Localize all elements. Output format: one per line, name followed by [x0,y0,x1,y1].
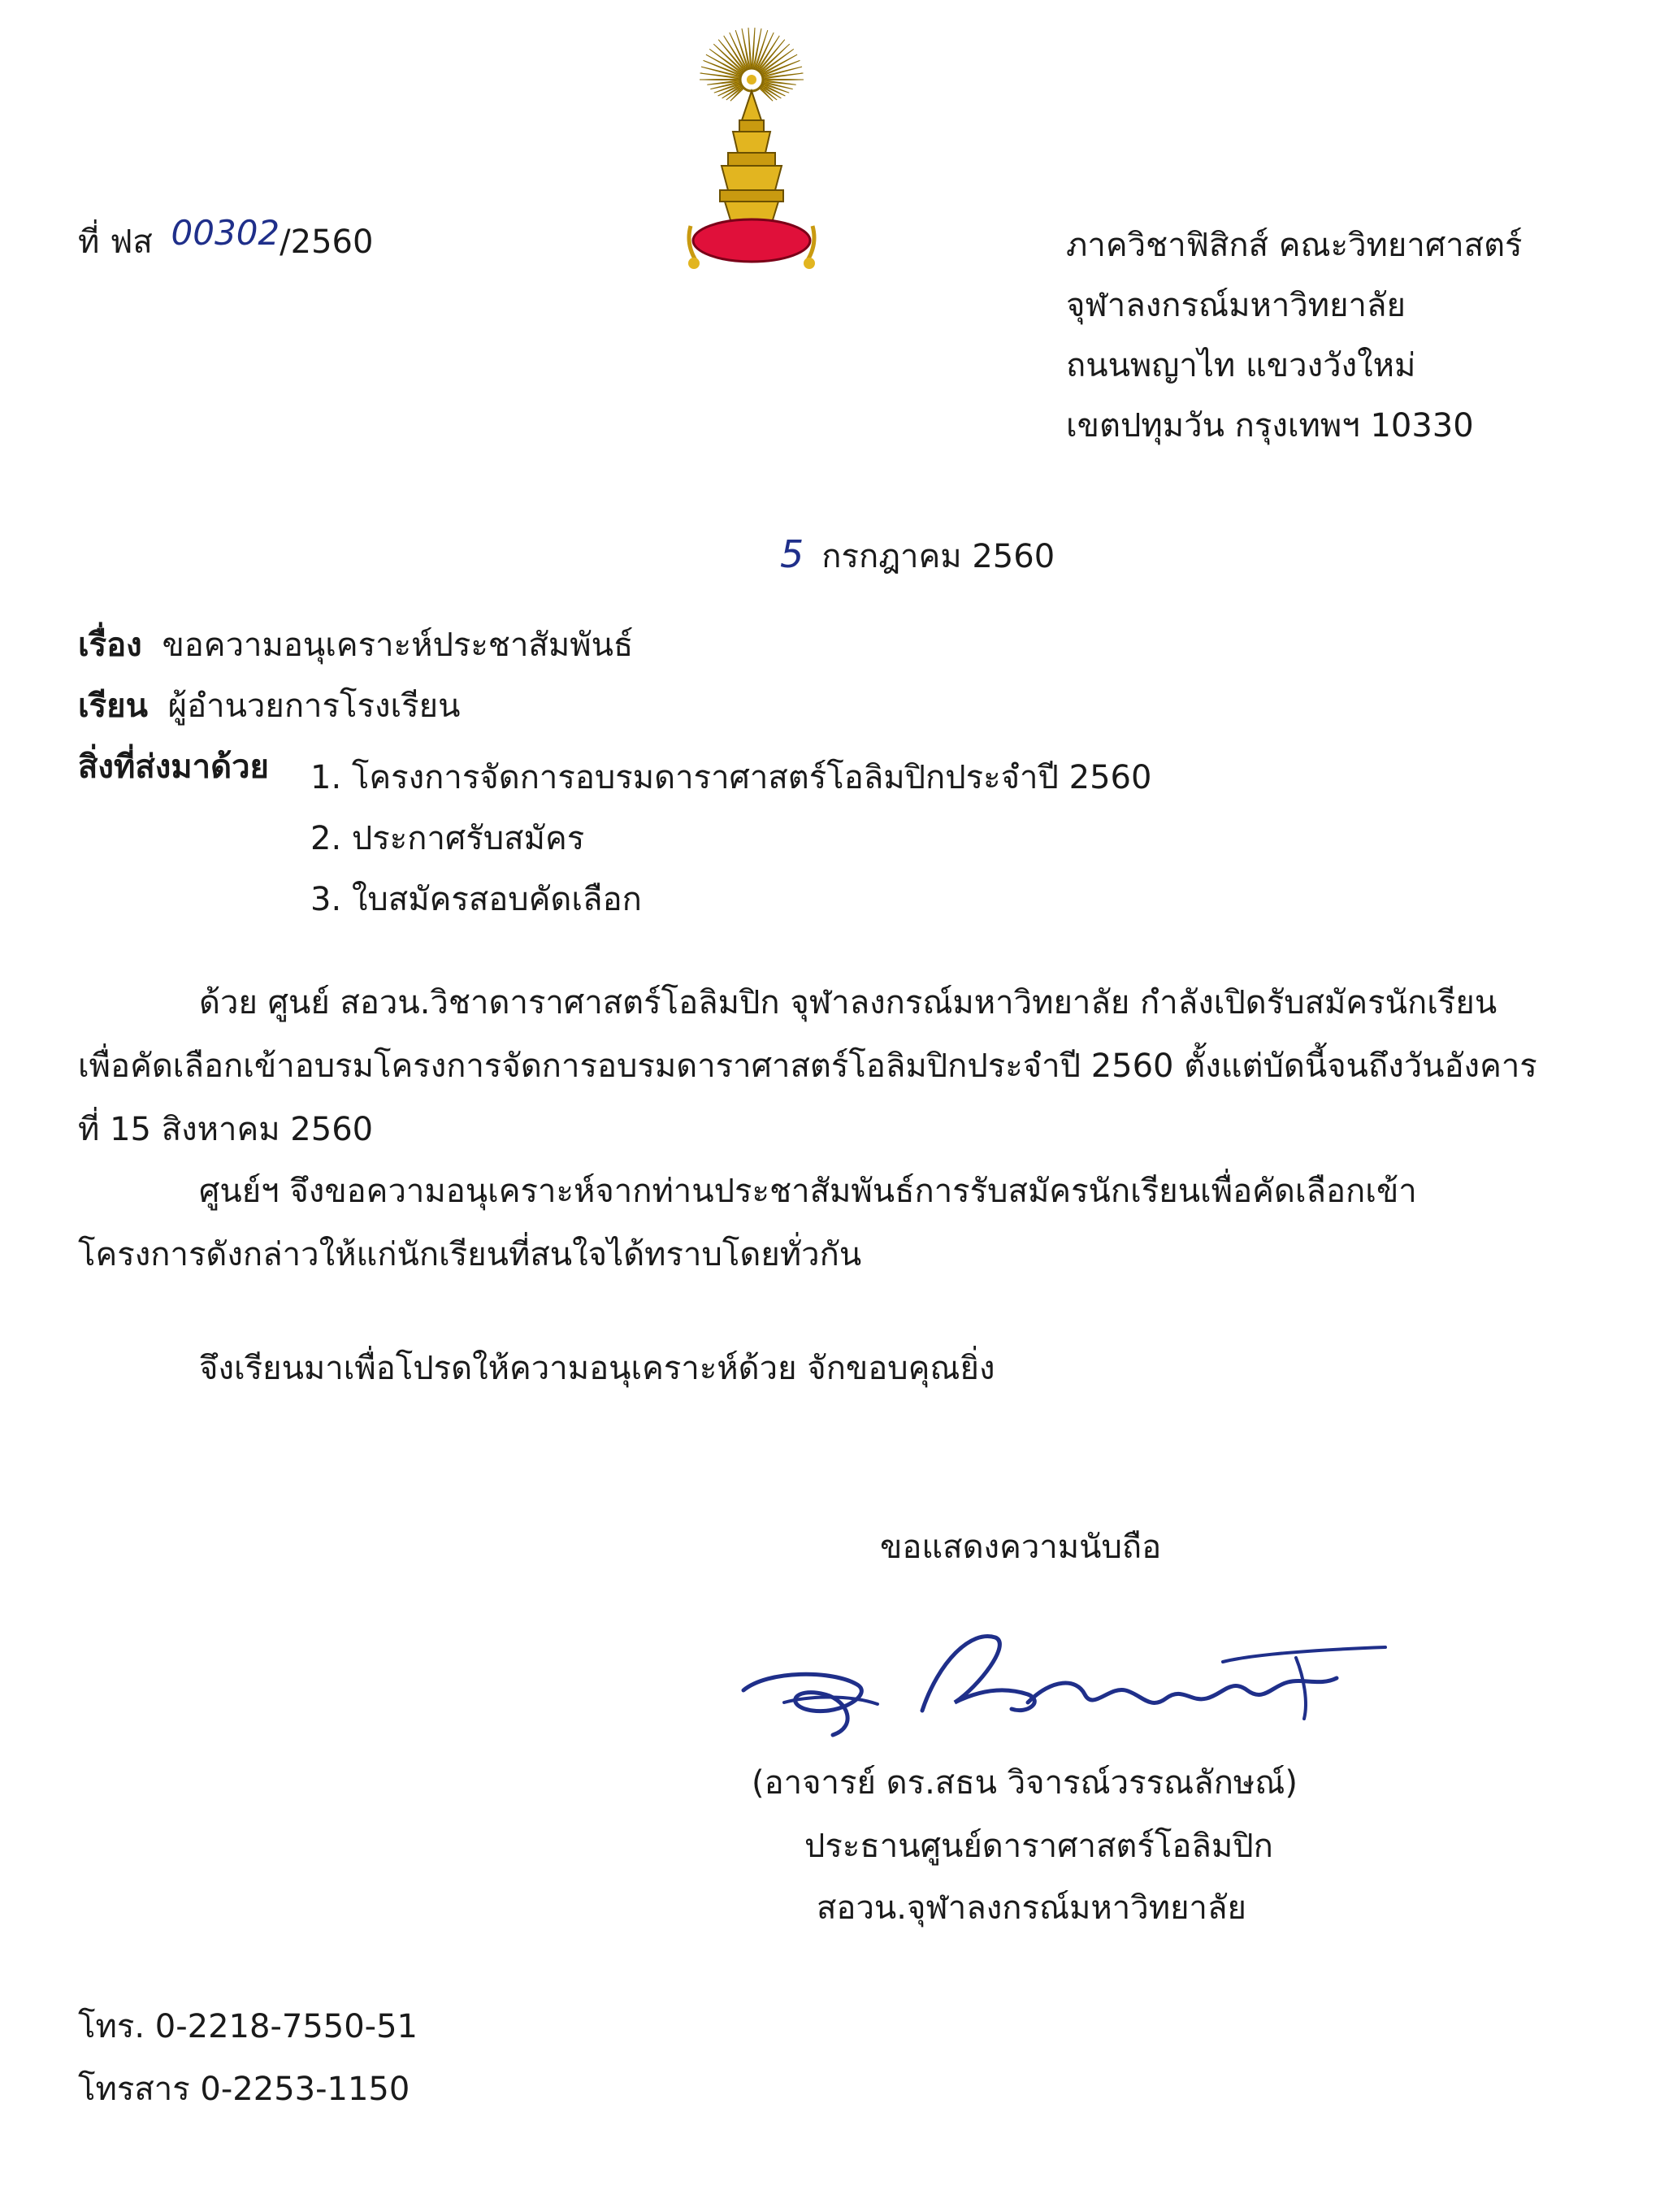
address-line: เขตปทุมวัน กรุงเทพฯ 10330 [1066,407,1474,445]
closing-request: จึงเรียนมาเพื่อโปรดให้ความอนุเคราะห์ด้วย จักขอบคุณยิ่ง [199,1350,995,1387]
emblem-graphic [674,23,829,275]
signatory-position-1: ประธานศูนย์ดาราศาสตร์โอลิมปิก [804,1828,1273,1865]
subject-line [78,626,633,665]
reference-number [78,213,374,262]
reference-year: /2560 [280,223,374,261]
complimentary-close: ขอแสดงความนับถือ [880,1529,1162,1566]
address-line: ภาควิชาฟิสิกส์ คณะวิทยาศาสตร์ [1066,227,1523,264]
sender-address [1066,215,1523,456]
body-p2-line2: โครงการดังกล่าวให้แก่นักเรียนที่สนใจได้ทราบโดยทั่วกัน [78,1236,862,1273]
signatory-position-2: สอวน.จุฬาลงกรณ์มหาวิทยาลัย [817,1889,1246,1927]
body-p1-line2: เพื่อคัดเลือกเข้าอบรมโครงการจัดการอบรมดาราศาสตร์โอลิมปิกประจำปี 2560 ตั้งแต่บัดนี้จนถึงวันอังคาร [78,1047,1537,1085]
emblem-ray [704,79,739,80]
subject-label: เรื่อง [78,627,142,664]
signatory-name: (อาจารย์ ดร.สธน วิจารณ์วรรณลักษณ์) [752,1764,1298,1802]
date-day-handwritten: 5 [780,532,804,576]
reference-handwritten-number: 00302 [171,213,280,253]
body-p1-line3: ที่ 15 สิงหาคม 2560 [78,1111,374,1148]
body-p1-line1: ด้วย ศูนย์ สอวน.วิชาดาราศาสตร์โอลิมปิก จุฬาลงกรณ์มหาวิทยาลัย กำลังเปิดรับสมัครนักเรียน [199,984,1497,1021]
enclosures-label: สิ่งที่ส่งมาด้วย [78,748,269,786]
recipient-text: ผู้อำนวยการโรงเรียน [167,687,461,725]
letter-date [780,532,1055,577]
university-emblem [674,23,829,275]
signature-graphic [735,1613,1410,1751]
enclosures-list [310,748,1151,930]
contact-fax: โทรสาร 0-2253-1150 [78,2071,410,2108]
enclosure-item: 1. โครงการจัดการอบรมดาราศาสตร์โอลิมปิกประจำปี 2560 [310,759,1152,796]
subject-text: ขอความอนุเคราะห์ประชาสัมพันธ์ [162,627,634,664]
body-p2-line1: ศูนย์ฯ จึงขอความอนุเคราะห์จากท่านประชาสัมพันธ์การรับสมัครนักเรียนเพื่อคัดเลือกเข้า [199,1173,1417,1210]
recipient-line [78,687,460,726]
recipient-label: เรียน [78,687,148,725]
enclosure-item: 3. ใบสมัครสอบคัดเลือก [310,881,642,918]
signature [735,1613,1410,1751]
address-line: จุฬาลงกรณ์มหาวิทยาลัย [1066,287,1406,324]
enclosure-item: 2. ประกาศรับสมัคร [310,820,585,857]
address-line: ถนนพญาไท แขวงวังใหม่ [1066,347,1416,384]
reference-prefix: ที่ ฟส [78,223,153,261]
contact-phone: โทร. 0-2218-7550-51 [78,2008,418,2045]
date-month-year: กรกฎาคม 2560 [821,538,1055,575]
emblem-ray [765,79,799,80]
